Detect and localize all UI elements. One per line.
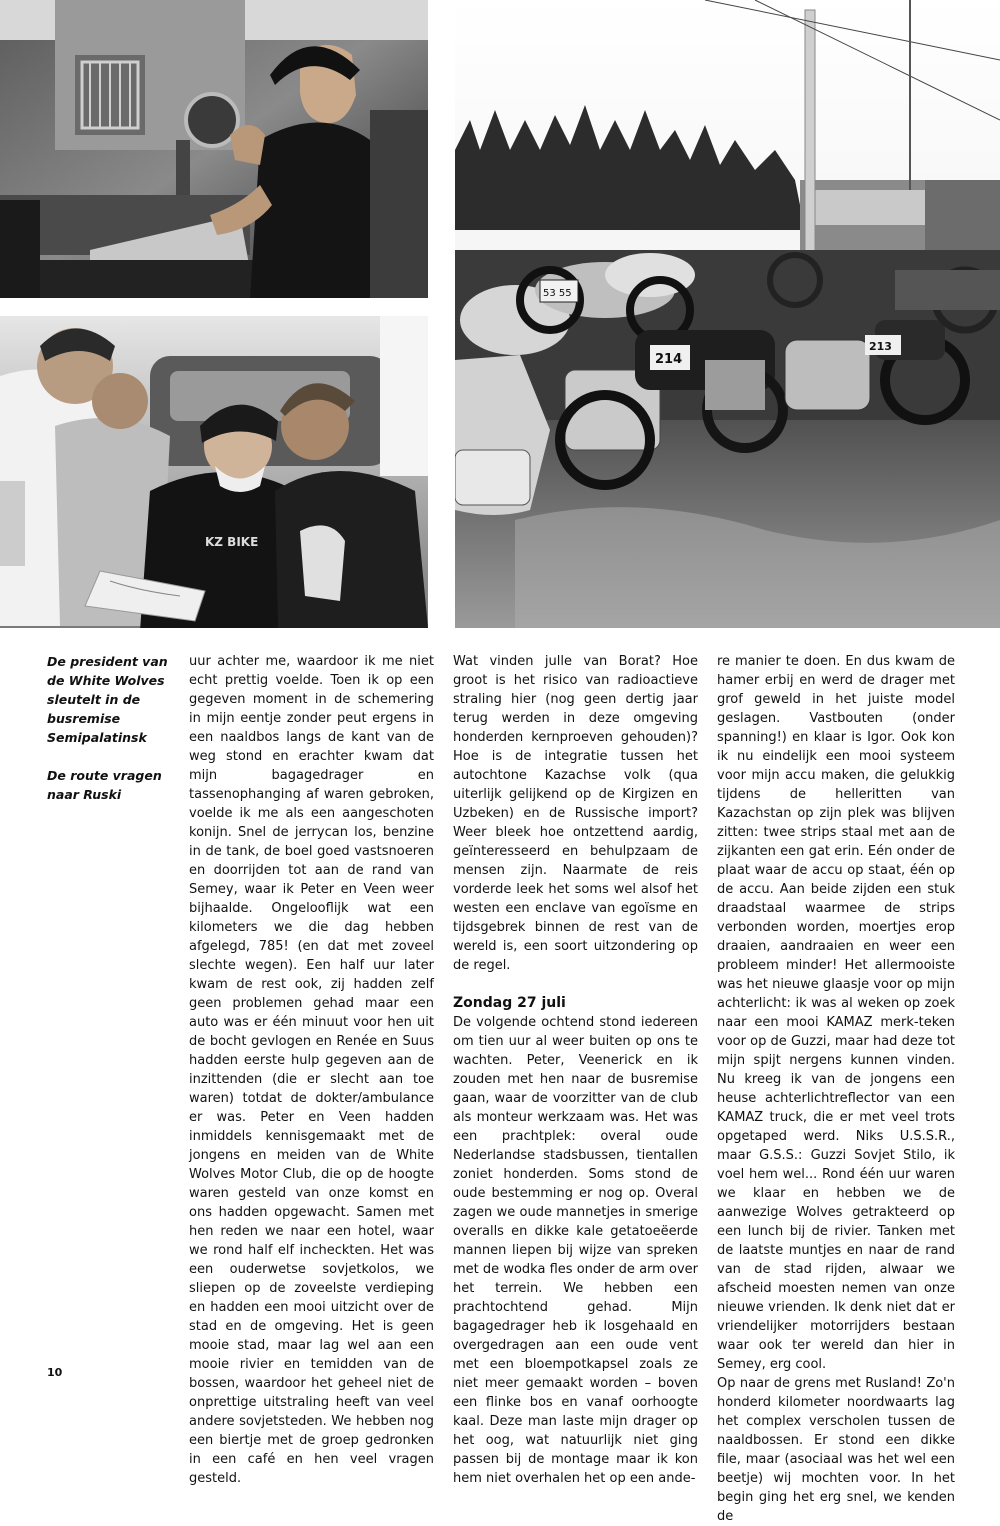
- article-column-3: [717, 652, 955, 1524]
- plate-left: 53 55: [543, 288, 572, 299]
- photo-workshop: [0, 0, 428, 298]
- page-number: 10: [47, 1366, 63, 1379]
- caption-route: De route vragen naar Ruski: [47, 768, 162, 802]
- caption-workshop: De president van de White Wolves sleutelt in de busremise Semipalatinsk: [47, 654, 168, 745]
- article-column-2: [453, 652, 698, 1486]
- section-heading-sunday: Zondag 27 juli: [453, 995, 566, 1011]
- article-column-1: [189, 652, 434, 1486]
- column-3-paragraph-2: Op naar de grens met Rusland! Zo'n honderd kilometer noordwaarts lag het complex verscholen tussen de naaldbossen. Er stond een dikke file, maar (asociaal was het wel een beetje) wij mochten voor. In het begin ging het erg snel, we kenden de: [717, 1376, 955, 1524]
- column-2-paragraph-1: Wat vinden julle van Borat? Hoe groot is het risico van radioactieve straling hier (nog geen dertig jaar terug werden in deze omgeving honderden kernproeven gehouden)? Hoe is de integratie tussen het autochtone Kazachse volk (qua uiterlijk gelijkend op de Kirgizen en Uzbeken) en de Russische import? Weer bleek hoe ontzettend aardig, geïnteresseerd en behulpzaam de mensen zijn. Naarmate de reis vorderde leek het soms wel alsof het westen een enclave van egoïsme en tijdsgebrek binnen de rest van de wereld is, een soort uitzondering op de regel.: [453, 654, 698, 973]
- photo-motorcycle-yard: [455, 0, 1000, 628]
- column-2-paragraph-2: De volgende ochtend stond iedereen om tien uur al weer buiten op ons te wachten. Peter, Veenerick en ik zouden met hen naar de busremise gaan, waar de voorzitter van de club als monteur werkzaam was. Het was een prachtplek: overal oude Nederlandse stadsbussen, tientallen zoniet honderden. Soms stond de oude bestemming er nog op. Overal zagen we oude mannetjes in smerige overalls en dikke kale getatoeëerde mannen liepen bij wijze van spreken met de wodka fles onder de arm over het terrein. We hebben een prachtochtend gehad. Mijn bagagedrager heb ik losgehaald en overgedragen aan een oude vent met een bloempotkapsel zoals ze niet meer gemaakt worden – boven een flinke bos en vanaf oorhoogte kaal. Deze man laste mijn drager op het oog, wat natuurlijk niet ging passen bij de montage maar ik kon hem niet overhalen het op een ande-: [453, 1015, 698, 1486]
- plate-middle: 214: [655, 352, 683, 367]
- plate-right: 213: [869, 340, 892, 353]
- shirt-print: KZ BIKE: [205, 535, 259, 549]
- photo-map-group: [0, 316, 428, 628]
- photo-captions: [47, 652, 172, 823]
- column-3-paragraph-1: re manier te doen. En dus kwam de hamer erbij en werd de drager met grof geweld in het juiste model geslagen. Vastbouten (onder spanning!) en klaar is Igor. Ook kon ik nu eindelijk een mooi systeem voor mijn accu maken, die gelukkig tijdens de helleritten van Kazachstan op zijn plek was blijven zitten: twee strips staal met aan de zijkanten een gat erin. Eén onder de plaat waar de accu op staat, één op de accu. Aan beide zijden een stuk draadstaal waarmee de strips verbonden worden, moertjes erop draaien, aandraaien en weer een probleem minder! Het allermooiste was het nieuwe glaasje voor op mijn achterlicht: ik was al weken op zoek naar een mooi KAMAZ merk-teken voor op de Guzzi, maar had deze tot mijn spijt nergens kunnen vinden. Nu kreeg ik van de jongens een heuse achterlichtreflector van een KAMAZ truck, die er met veel trots opgetaped werd. Niks U.S.S.R., maar G.S.S.: Guzzi Sovjet Stilo, ik voel hem wel... Rond één uur waren we klaar en hebben we de aanwezige Wolves getrakteerd op een lunch bij de rivier. Tanken met de laatste muntjes en naar de rand van de stad rijden, alwaar we afscheid moesten nemen van onze nieuwe vrienden. Ik denk niet dat er vriendelijker motorrijders bestaan waar ook ter wereld dan hier in Semey, erg cool.: [717, 654, 955, 1372]
- column-1-text: uur achter me, waardoor ik me niet echt prettig voelde. Toen ik op een gegeven moment in de schemering in mijn eentje zonder peut ergens in een naaldbos langs de kant van de weg stond en erachter kwam dat mijn bagagedrager en tassenophanging af waren gebroken, voelde ik me als een aangeschoten konijn. Snel de jerrycan los, benzine in de tank, de boel goed vastsnoeren en doorrijden tot aan de rand van Semey, waar ik Peter en Veen weer bijhaalde. Ongelooflijk wat een kilometers we die dag hebben afgelegd, 785! (en dat met zoveel slechte wegen). Een half uur later kwam de rest ook, zij hadden zelf geen problemen gehad maar een auto was er één minuut voor hen uit de bocht gevlogen en Renée en Suus hadden eerste hulp gegeven aan de inzittenden (die er slecht aan toe waren) totdat de dokter/ambulance er was. Peter en Veen hadden inmiddels kennisgemaakt met de jongens en meiden van de White Wolves Motor Club, die op de hoogte waren gesteld van onze komst en ons hadden opgewacht. Samen met hen reden we naar een hotel, waar we rond half elf incheckten. Het was een ouderwetse sovjetkolos, we sliepen op de zoveelste verdieping en hadden een mooi uitzicht over de stad en de omgeving. Het is geen mooie stad, maar lag wel aan een mooie rivier en temidden van de bossen, waardoor het geheel niet de onprettige uitstraling heeft van veel andere sovjetsteden. We hebben nog een biertje met de groep gedronken in een café en hen veel vragen gesteld.: [189, 654, 434, 1486]
